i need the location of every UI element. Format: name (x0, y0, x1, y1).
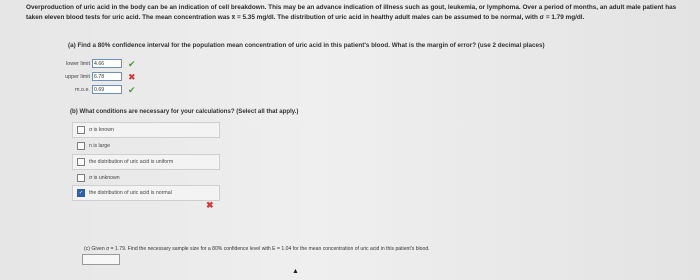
mouse-cursor-icon: ▲ (292, 268, 299, 275)
upper-limit-row (56, 72, 136, 81)
checkbox[interactable] (77, 126, 85, 134)
upper-limit-input[interactable] (92, 72, 122, 81)
moe-row (56, 85, 136, 94)
option-label: the distribution of uric acid is normal (89, 190, 172, 196)
upper-limit-label: upper limit (65, 73, 90, 80)
option-n-large[interactable] (72, 138, 220, 154)
option-label: σ is known (89, 127, 114, 133)
part-a-question: (a) Find a 80% confidence interval for the population mean concentration of uric acid in this patient's blood. What is the margin of error? (use 2 decimal places) (68, 42, 545, 49)
check-icon: ✔ (128, 84, 136, 95)
part-b-question: (b) What conditions are necessary for your calculations? (Select all that apply.) (70, 108, 299, 115)
option-normal[interactable] (72, 185, 220, 201)
lower-limit-input[interactable] (92, 59, 122, 68)
checkbox-checked[interactable]: ✓ (78, 190, 84, 196)
option-label: σ is unknown (89, 175, 120, 181)
part-c-question: (c) Given σ = 1.79. Find the necessary sample size for a 80% confidence level with E = 1.04 for the mean concentration of uric acid in this patient's blood. (84, 246, 430, 252)
option-label: n is large (89, 143, 111, 149)
option-uniform[interactable] (72, 154, 220, 170)
cross-icon: ✖ (128, 71, 136, 82)
cross-icon: ✖ (206, 200, 214, 210)
checkbox[interactable] (77, 174, 85, 182)
checkbox[interactable] (77, 142, 85, 150)
option-sigma-unknown[interactable] (72, 170, 220, 186)
moe-input[interactable] (92, 85, 122, 94)
check-icon: ✔ (128, 58, 136, 69)
moe-label: m.o.e. (75, 86, 90, 93)
sample-size-input[interactable] (82, 254, 120, 265)
lower-limit-label: lower limit (66, 60, 90, 67)
lower-limit-row (56, 59, 136, 68)
option-sigma-known[interactable] (72, 122, 220, 138)
option-label: the distribution of uric acid is uniform (89, 159, 174, 165)
problem-intro: Overproduction of uric acid in the body can be an indication of cell breakdown. This may be an advance indication of illness such as gout, leukemia, or lymphoma. Over a period of months, an adult male patient has taken eleven blood tests for uric acid. The mean concentration was x̄ = 5.35 mg/dl. The distribution of uric acid in healthy adult males can be assumed to be normal, with σ = 1.79 mg/dl. (26, 4, 677, 21)
checkbox[interactable] (77, 158, 85, 166)
